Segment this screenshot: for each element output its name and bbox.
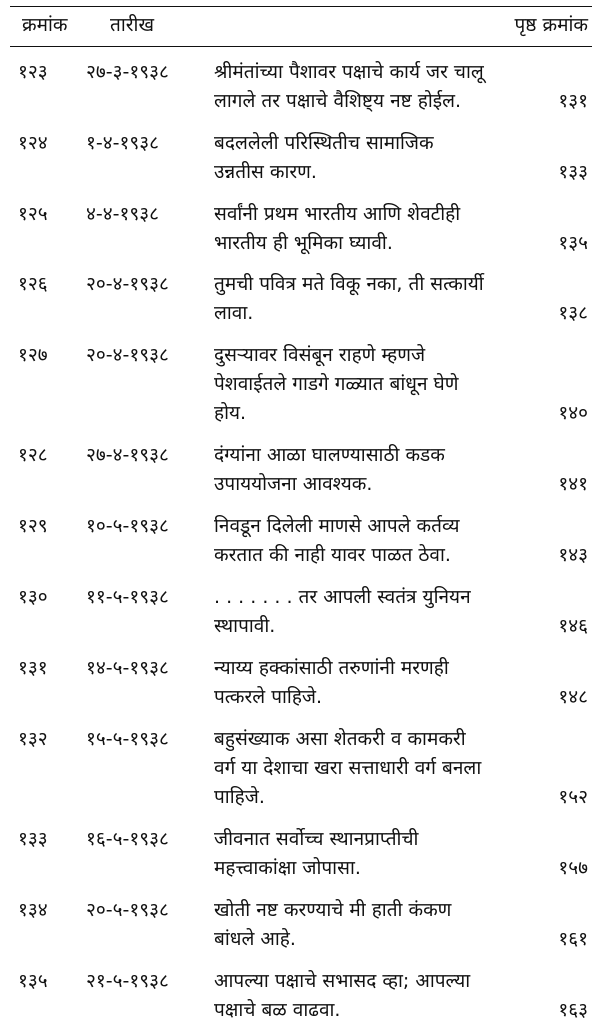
entry-date: १०-५-१९३८ — [86, 515, 169, 537]
serial-number: १३२ — [18, 728, 48, 750]
entry-date: ४-४-१९३८ — [86, 203, 159, 225]
page-number: १३१ — [558, 90, 588, 112]
table-row — [0, 341, 600, 428]
page-number: १५२ — [558, 786, 588, 808]
table-row — [0, 725, 600, 812]
entry-title: तुमची पवित्र मते विकू नका, ती सत्कार्यी लावा. — [214, 273, 484, 324]
serial-number: १२५ — [18, 203, 48, 225]
table-row — [0, 200, 600, 258]
entry-date: १५-५-१९३८ — [86, 728, 169, 750]
entry-title: जीवनात सर्वोच्च स्थानप्राप्तीची महत्त्वाकांक्षा जोपासा. — [214, 828, 419, 879]
table-row — [0, 129, 600, 187]
entry-title: श्रीमंतांच्या पैशावर पक्षाचे कार्य जर चालू लागले तर पक्षाचे वैशिष्ट्य नष्ट होईल. — [214, 61, 484, 112]
page-number: १६१ — [558, 928, 588, 950]
header-top-rule — [10, 6, 592, 7]
entry-title: दुसऱ्यावर विसंबून राहणे म्हणजे पेशवाईतले गाडगे गळ्यात बांधून घेणे होय. — [214, 344, 459, 424]
entry-title: . . . . . . . तर आपली स्वतंत्र युनियन स्थापावी. — [214, 586, 471, 637]
table-row — [0, 441, 600, 499]
table-row — [0, 512, 600, 570]
entry-title: आपल्या पक्षाचे सभासद व्हा; आपल्या पक्षाचे बळ वाढवा. — [214, 970, 471, 1021]
entry-date: २७-४-१९३८ — [86, 444, 169, 466]
table-row — [0, 967, 600, 1025]
page-number: १४० — [558, 402, 588, 424]
serial-number: १३० — [18, 586, 48, 608]
entry-title: बदललेली परिस्थितीच सामाजिक उन्नतीस कारण. — [214, 132, 434, 183]
serial-number: १३१ — [18, 657, 48, 679]
serial-number: १२६ — [18, 273, 48, 295]
entry-date: १६-५-१९३८ — [86, 828, 169, 850]
serial-number: १३५ — [18, 970, 48, 992]
page-number: १३३ — [558, 161, 588, 183]
entry-date: १४-५-१९३८ — [86, 657, 169, 679]
table-row — [0, 896, 600, 954]
table-row — [0, 825, 600, 883]
page-number: १६३ — [558, 999, 588, 1021]
entry-title: सर्वांनी प्रथम भारतीय आणि शेवटीही भारतीय ही भूमिका घ्यावी. — [214, 203, 461, 254]
entry-date: २०-४-१९३८ — [86, 273, 169, 295]
entry-date: २०-५-१९३८ — [86, 899, 169, 921]
entry-date: २१-५-१९३८ — [86, 970, 169, 992]
serial-number: १३३ — [18, 828, 48, 850]
entry-date: २७-३-१९३८ — [86, 61, 169, 83]
header-bottom-rule — [10, 46, 592, 47]
header-page-label: पृष्ठ क्रमांक — [514, 14, 588, 36]
serial-number: १३४ — [18, 899, 48, 921]
serial-number: १२९ — [18, 515, 48, 537]
page-number: १५७ — [558, 857, 588, 879]
table-row — [0, 270, 600, 328]
entry-title: निवडून दिलेली माणसे आपले कर्तव्य करतात की नाही यावर पाळत ठेवा. — [214, 515, 460, 566]
header-serial-label: क्रमांक — [22, 14, 68, 36]
header-date-label: तारीख — [110, 14, 154, 36]
serial-number: १२८ — [18, 444, 48, 466]
serial-number: १२७ — [18, 344, 48, 366]
entry-date: ११-५-१९३८ — [86, 586, 169, 608]
table-row — [0, 654, 600, 712]
entry-title: न्याय्य हक्कांसाठी तरुणांनी मरणही पत्करले पाहिजे. — [214, 657, 449, 708]
entry-date: २०-४-१९३८ — [86, 344, 169, 366]
serial-number: १२४ — [18, 132, 48, 154]
serial-number: १२३ — [18, 61, 48, 83]
page-number: १३५ — [558, 232, 588, 254]
entry-title: खोती नष्ट करण्याचे मी हाती कंकण बांधले आहे. — [214, 899, 452, 950]
page-number: १४१ — [558, 473, 588, 495]
page-number: १३८ — [558, 302, 588, 324]
page-number: १४६ — [558, 615, 588, 637]
entry-title: दंग्यांना आळा घालण्यासाठी कडक उपाययोजना आवश्यक. — [214, 444, 445, 495]
index-table — [0, 58, 600, 1025]
table-row — [0, 583, 600, 641]
entry-title: बहुसंख्याक असा शेतकरी व कामकरी वर्ग या देशाचा खरा सत्ताधारी वर्ग बनला पाहिजे. — [214, 728, 482, 808]
table-row — [0, 58, 600, 116]
entry-date: १-४-१९३८ — [86, 132, 159, 154]
page-number: १४८ — [558, 686, 588, 708]
page-number: १४३ — [558, 544, 588, 566]
